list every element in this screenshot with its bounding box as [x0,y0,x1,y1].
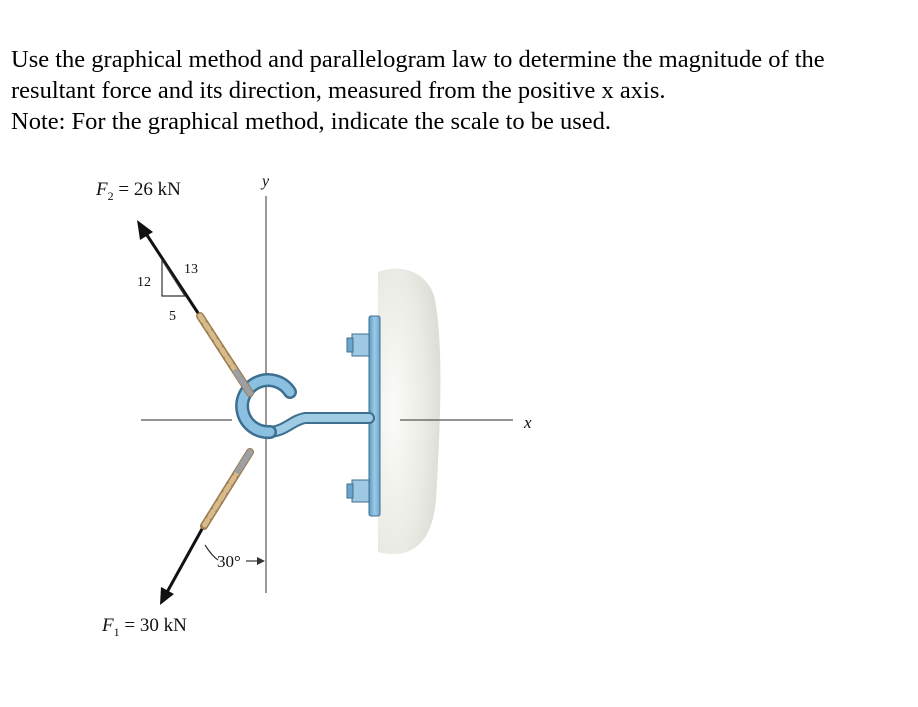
angle-label: 30° [217,552,241,571]
y-axis-label: y [262,173,270,190]
problem-line-1: Use the graphical method and parallelogram law to determine the magnitude of the [11,46,825,73]
slope-label-5: 5 [169,309,176,324]
wall [378,269,440,554]
f1-arrow [160,529,202,605]
slope-label-13: 13 [184,262,198,277]
bolt-lower [347,480,369,502]
problem-line-2: resultant force and its direction, measured from the positive x axis. [11,77,666,104]
f1-label: $F_1 = 30$ kN [102,615,187,639]
rope-f1 [204,452,250,526]
problem-line-3: Note: For the graphical method, indicate the scale to be used. [11,108,612,135]
slope-triangle [162,260,185,296]
f2-label: $F_2 = 26$ kN [96,179,181,203]
x-axis-label: x [524,413,532,432]
rope-f2 [200,316,250,393]
bolt-upper [347,334,369,356]
slope-label-12: 12 [137,275,151,290]
